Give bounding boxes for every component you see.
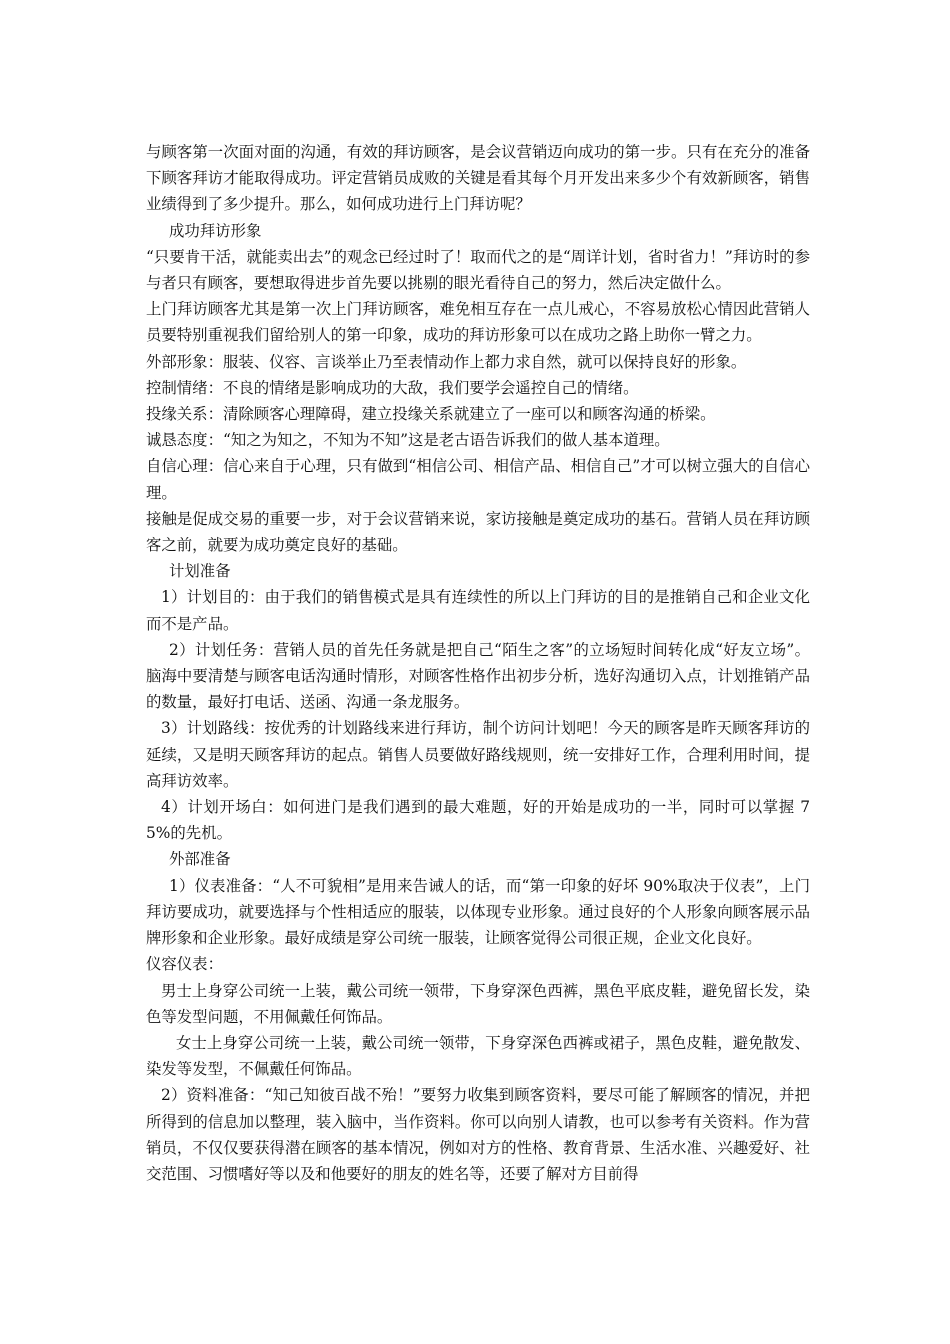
body-paragraph: 外部形象：服装、仪容、言谈举止乃至表情动作上都力求自然，就可以保持良好的形象。 xyxy=(146,352,747,371)
body-paragraph: 自信心理：信心来自于心理，只有做到“相信公司、相信产品、相信自己”才可以树立强大的自信心理。 xyxy=(146,457,810,502)
list-item: 1）计划目的：由于我们的销售模式是具有连续性的所以上门拜访的目的是推销自己和企业文化而不是产品。 xyxy=(146,588,810,633)
body-paragraph: 接触是促成交易的重要一步，对于会议营销来说，家访接触是奠定成功的基石。营销人员在拜访顾客之前，就要为成功奠定良好的基础。 xyxy=(146,509,810,555)
body-paragraph: 上门拜访顾客尤其是第一次上门拜访顾客，难免相互存在一点儿戒心，不容易放松心情因此营销人员要特别重视我们留给别人的第一印象，成功的拜访形象可以在成功之路上助你一臂之力。 xyxy=(146,300,810,345)
body-paragraph: “只要肯干活，就能卖出去”的观念已经过时了！取而代之的是“周详计划，省时省力！”拜访时的参与者只有顾客，要想取得进步首先要以挑剔的眼光看待自己的努力，然后决定做什么。 xyxy=(146,247,810,293)
body-paragraph: 男士上身穿公司统一上装，戴公司统一领带，下身穿深色西裤，黑色平底皮鞋，避免留长发，染色等发型问题，不用佩戴任何饰品。 xyxy=(146,981,810,1026)
body-paragraph: 控制情绪：不良的情绪是影响成功的大敌，我们要学会遥控自己的情绪。 xyxy=(146,378,639,397)
body-paragraph: 诚恳态度：“知之为知之，不知为不知”这是老古语告诉我们的做人基本道理。 xyxy=(146,431,670,450)
list-item: 2）计划任务：营销人员的首先任务就是把自己“陌生之客”的立场短时间转化成“好友立场”。脑海中要清楚与顾客电话沟通时情形，对顾客性格作出初步分析，选好沟通切入点，计划推销产品的数量，最好打电话、送函、沟通一条龙服务。 xyxy=(146,640,810,712)
body-paragraph: 女士上身穿公司统一上装，戴公司统一领带，下身穿深色西裤或裙子，黑色皮鞋，避免散发、染发等发型，不佩戴任何饰品。 xyxy=(146,1033,810,1079)
list-item: 4）计划开场白：如何进门是我们遇到的最大难题，好的开始是成功的一半，同时可以掌握 75%的先机。 xyxy=(146,798,810,843)
body-paragraph: 投缘关系：清除顾客心理障碍，建立投缘关系就建立了一座可以和顾客沟通的桥梁。 xyxy=(146,405,716,424)
intro-paragraph: 与顾客第一次面对面的沟通，有效的拜访顾客，是会议营销迈向成功的第一步。只有在充分的准备下顾客拜访才能取得成功。评定营销员成败的关键是看其每个月开发出来多少个有效新顾客，销售业绩得到了多少提升。那么，如何成功进行上门拜访呢？ xyxy=(146,143,810,214)
list-item: 1）仪表准备：“人不可貌相”是用来告诫人的话，而“第一印象的好坏 90%取决于仪表”，上门拜访要成功，就要选择与个性相适应的服装，以体现专业形象。通过良好的个人形象向顾客展示品牌形象和企业形象。最好成绩是穿公司统一服装，让顾客觉得公司很正规，企业文化良好。 xyxy=(146,876,810,948)
section-heading: 外部准备 xyxy=(169,850,231,869)
list-item: 2）资料准备：“知己知彼百战不殆！”要努力收集到顾客资料，要尽可能了解顾客的情况，并把所得到的信息加以整理，装入脑中，当作资料。你可以向别人请教，也可以参考有关资料。作为营销员，不仅仅要获得潜在顾客的基本情况，例如对方的性格、教育背景、生活水准、兴趣爱好、社交范围、习惯嗜好等以及和他要好的朋友的姓名等，还要了解对方目前得 xyxy=(146,1086,810,1183)
list-item: 3）计划路线：按优秀的计划路线来进行拜访，制个访问计划吧！今天的顾客是昨天顾客拜访的延续，又是明天顾客拜访的起点。销售人员要做好路线规则，统一安排好工作，合理利用时间，提高拜访效率。 xyxy=(146,719,810,790)
subheading: 仪容仪表： xyxy=(146,955,223,974)
section-heading: 成功拜访形象 xyxy=(169,221,262,240)
document-body xyxy=(146,139,810,1187)
section-heading: 计划准备 xyxy=(169,562,231,581)
